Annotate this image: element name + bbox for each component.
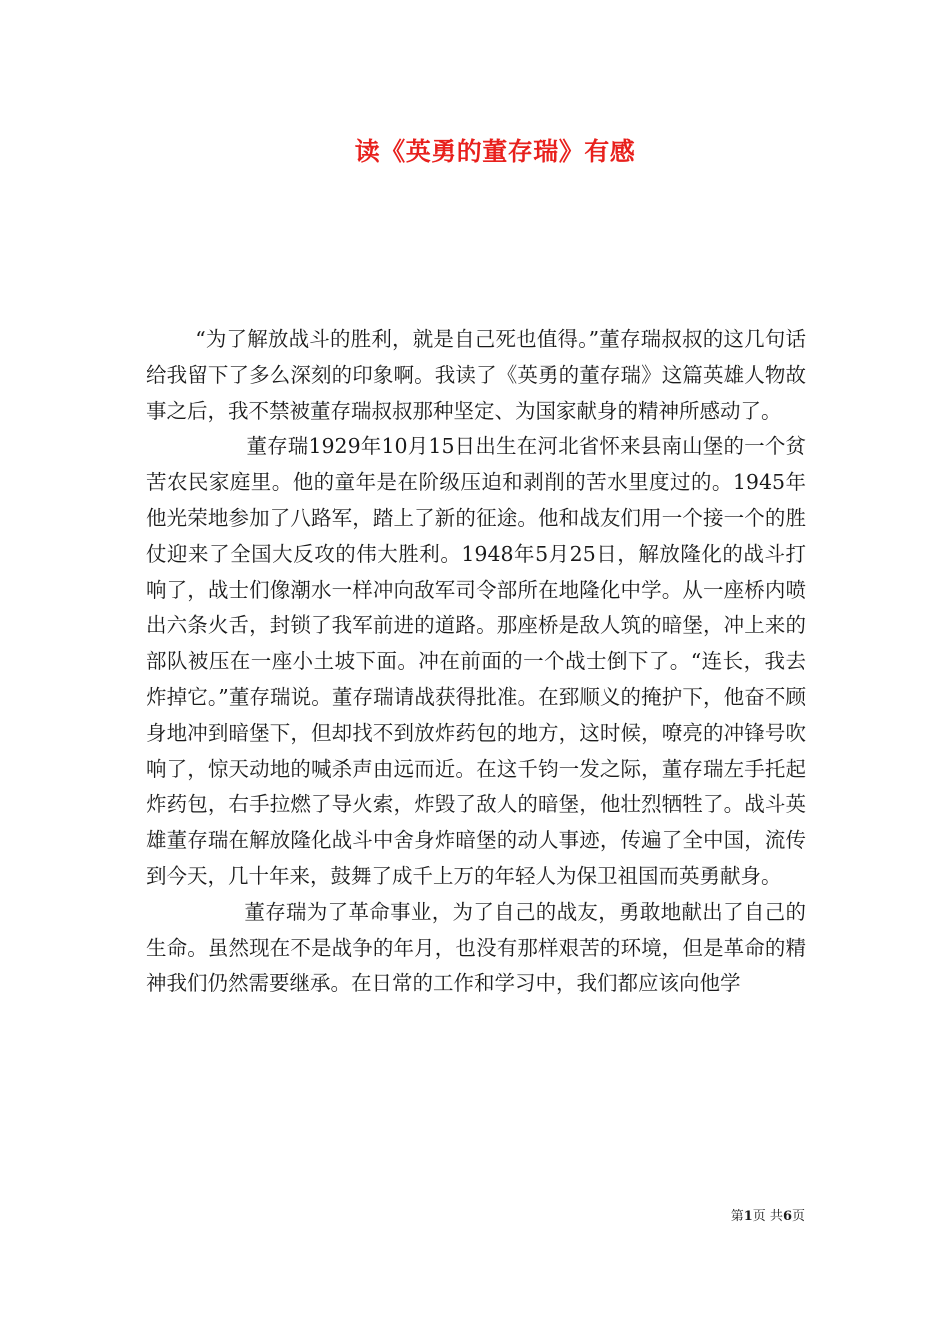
footer-current-page: 1 bbox=[743, 1209, 753, 1224]
document-body bbox=[146, 322, 806, 1002]
page-footer bbox=[731, 1205, 805, 1224]
document-title: 读《英勇的董存瑞》有感 bbox=[354, 137, 636, 166]
paragraph-3: 董存瑞为了革命事业，为了自己的战友，勇敢地献出了自己的生命。虽然现在不是战争的年月，也没有那样艰苦的环境，但是革命的精神我们仍然需要继承。在日常的工作和学习中，我们都应该向他学 bbox=[146, 899, 806, 996]
footer-total-pages: 6 bbox=[782, 1209, 792, 1224]
footer-prefix: 第 bbox=[730, 1209, 744, 1224]
footer-suffix: 页 bbox=[791, 1209, 805, 1224]
paragraph-1: “为了解放战斗的胜利，就是自己死也值得。”董存瑞叔叔的这几句话给我留下了多么深刻的印象啊。我读了《英勇的董存瑞》这篇英雄人物故事之后，我不禁被董存瑞叔叔那种坚定、为国家献身的精神所感动了。 bbox=[146, 327, 806, 423]
paragraph-2: 董存瑞1929年10月15日出生在河北省怀来县南山堡的一个贫苦农民家庭里。他的童年是在阶级压迫和剥削的苦水里度过的。1945年他光荣地参加了八路军，踏上了新的征途。他和战友们用一个接一个的胜仗迎来了全国大反攻的伟大胜利。1948年5月25日，解放隆化的战斗打响了，战士们像潮水一样冲向敌军司令部所在地隆化中学。从一座桥内喷出六条火舌，封锁了我军前进的道路。那座桥是敌人筑的暗堡，冲上来的部队被压在一座小土坡下面。冲在前面的一个战士倒下了。“连长，我去炸掉它。”董存瑞说。董存瑞请战获得批准。在郅顺义的掩护下，他奋不顾身地冲到暗堡下，但却找不到放炸药包的地方，这时候，嘹亮的冲锋号吹响了，惊天动地的喊杀声由远而近。在这千钧一发之际，董存瑞左手托起炸药包，右手拉燃了导火索，炸毁了敌人的暗堡，他壮烈牺牲了。战斗英雄董存瑞在解放隆化战斗中舍身炸暗堡的动人事迹，传遍了全中国，流传到今天，几十年来，鼓舞了成千上万的年轻人为保卫祖国而英勇献身。 bbox=[146, 434, 806, 888]
footer-middle: 页 共 bbox=[752, 1209, 783, 1224]
